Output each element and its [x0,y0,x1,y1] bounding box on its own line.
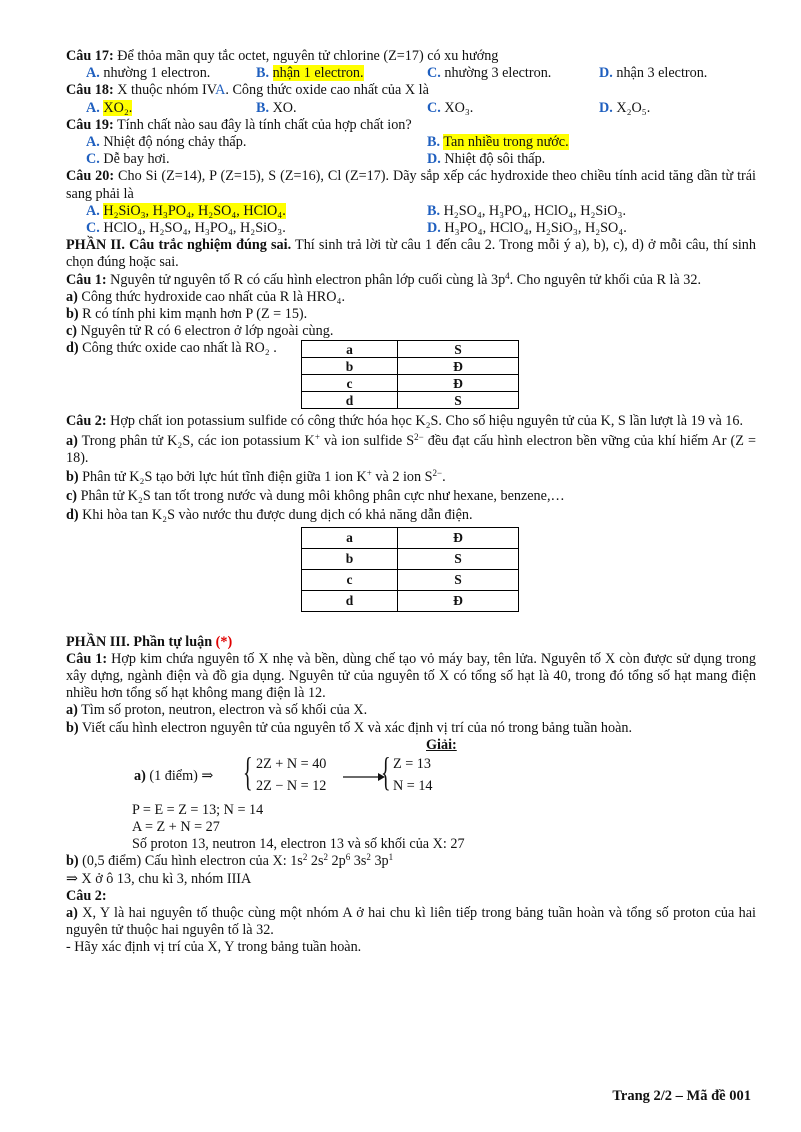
superscript: 2 [323,852,328,863]
statement-text: Công thức oxide cao nhất là RO₂ . [78,340,277,357]
option-key: A. [86,99,100,116]
option-text-highlighted: nhận 1 electron. [272,65,364,82]
table-row [302,341,519,358]
question-20 [66,168,756,202]
option-text: Nhiệt độ sôi thấp. [440,151,546,168]
statement-key: a) [66,432,78,449]
table-cell: Đ [397,358,518,375]
config-part: 2p [331,853,346,870]
part2-heading [66,237,756,271]
equation-result: Z = 13 [393,755,431,772]
option-text: Dễ bay hơi. [99,151,170,168]
question-text: Để thỏa mãn quy tắc octet, nguyên tử chlorine (Z=17) có xu hướng [113,48,499,64]
solution-line: Số proton 13, neutron 14, electron 13 và số khối của X: 27 [132,836,465,853]
superscript: + [366,467,372,478]
statement-text: Phân tử K₂S tan tốt trong nước và dung môi không phân cực như hexane, benzene,… [77,488,565,505]
statement-key: b) [66,305,79,322]
part3-question-1 [66,651,756,703]
statement-text: Phân tử K₂S tạo bởi lực hút tĩnh điện giữa 1 ion K [78,468,367,485]
statement-key: c) [66,323,78,340]
question-text: Nguyên tử nguyên tố R có cấu hình electron phân lớp cuối cùng là 3p [106,271,506,288]
statement-b [66,469,756,486]
solution-title: Giải: [426,736,457,753]
task-key: b) [66,853,79,870]
table-cell: b [302,358,398,375]
option-text: nhường 3 electron. [440,65,552,82]
task-key: a) [66,702,78,719]
statement-text: R có tính phi kim mạnh hơn P (Z = 15). [78,305,308,322]
config-part: 2s [310,853,324,870]
question-text: . Công thức oxide cao nhất của X là [225,82,429,99]
statement-key: d) [66,507,79,524]
arrow-icon [343,772,385,782]
table-row [302,375,519,392]
table-cell: c [302,569,398,590]
page-content [66,48,756,957]
option-text: Nhiệt độ nóng chảy thấp. [99,133,247,150]
section-title: PHẦN III. Phần tự luận [66,633,216,650]
option-text-highlighted: XO₂. [103,99,133,116]
question-label: Câu 18: [66,82,114,99]
table-row [302,392,519,409]
statement-text: Khi hòa tan K₂S vào nước thu được dung dịch có khả năng dẫn điện. [78,507,473,524]
table-cell: S [397,569,518,590]
superscript: 2− [414,431,424,442]
part3-question-2 [66,905,756,939]
statement-c [66,488,756,505]
section-instructions: Thí sinh trả lời từ câu 1 đến câu 2. Trong mỗi ý a), b), c), d) ở mỗi câu, thí sinh chọn đúng hoặc sai. [66,237,756,271]
options-row [66,134,756,151]
option-text: X₂O₅. [612,99,651,116]
solution-line: ⇒ X ở ô 13, chu kì 3, nhóm IIIA [66,870,252,887]
superscript: 2− [432,467,443,478]
option-key: C. [427,99,441,116]
statement-text: Nguyên tử R có 6 electron ở lớp ngoài cùng. [77,323,334,340]
task-text: Tìm số proton, neutron, electron và số khối của X. [77,702,368,719]
option-text: nhường 1 electron. [99,65,211,82]
task-key: a) [134,767,146,784]
table-cell: S [397,341,518,358]
table-cell: c [302,375,398,392]
table-row [302,527,519,548]
table-row [302,358,519,375]
equation: 2Z − N = 12 [256,777,327,794]
statement-key: c) [66,488,78,505]
option-key: C. [427,65,441,82]
question-text: X thuộc nhóm IV [113,82,216,99]
part2-question-1 [66,272,756,289]
superscript: 2 [302,852,308,863]
option-text: H₂SO₄, H₃PO₄, HClO₄, H₂SiO₃. [440,202,626,219]
table-cell: Đ [397,590,518,611]
table-row [302,569,519,590]
option-key: D. [427,151,441,168]
task-text: X, Y là hai nguyên tố thuộc cùng một nhóm A ở hai chu kì liên tiếp trong bảng tuần hoàn và tổng số proton của hai nguyên tử thuộc hai nguyên tố là 32. [66,905,756,939]
config-part: 3p [374,853,389,870]
question-19 [66,117,756,134]
answer-table-q1 [301,340,519,409]
question-label: Câu 1: [66,650,108,667]
superscript: + [314,431,320,442]
solution-text: (0,5 điểm) Cấu hình electron của X: 1s [78,853,303,870]
option-text-highlighted: H₂SiO₃, H₃PO₄, H₂SO₄, HClO₄. [103,202,286,219]
options-row [66,203,756,220]
option-key: C. [86,219,100,236]
question-text: . Cho nguyên tử khối của R là 32. [509,271,701,288]
superscript: 6 [345,852,351,863]
statement-key: a) [66,288,78,305]
question-17 [66,48,756,65]
question-text: Hợp kim chứa nguyên tố X nhẹ và bền, dùng chế tạo vỏ máy bay, tên lửa. Nguyên tố X còn được sử dụng trong xây dựng, ngành điện và đồ gia dụng. Nguyên tử của nguyên tố X có tổng số hạt là 40, trong đó tổng số hạt mang điện nhiều hơn tổng số hạt không mang điện là 12. [66,650,756,702]
option-key: D. [599,99,613,116]
options-row [66,65,756,82]
statement-key: b) [66,468,79,485]
question-text-group: A [215,82,226,99]
question-label: Câu 1: [66,271,107,288]
statement-text: và ion sulfide S [319,432,415,449]
statement-c [66,323,756,340]
table-cell: S [397,392,518,409]
equation-system [66,748,756,802]
question-label: Câu 17: [66,48,114,64]
option-key: B. [427,133,441,150]
question-18 [66,82,756,99]
option-text: H₃PO₄, HClO₄, H₂SiO₃, H₂SO₄. [440,219,627,236]
option-text: XO₃. [440,99,474,116]
superscript: 2 [366,852,371,863]
star-mark: (*) [215,633,233,650]
option-key: A. [86,133,100,150]
table-cell: a [302,527,398,548]
option-text: HClO₄, H₂SO₄, H₃PO₄, H₂SiO₃. [99,219,286,236]
statement-a [66,433,756,467]
task-text: - Hãy xác định vị trí của X, Y trong bảng tuần hoàn. [66,939,362,956]
option-text: XO. [269,99,297,116]
table-cell: Đ [397,527,518,548]
table-cell: b [302,548,398,569]
solution-text: (1 điểm) ⇒ [149,767,214,784]
page-footer: Trang 2/2 – Mã đề 001 [612,1088,751,1104]
solution-a [134,768,213,785]
question-label: Câu 19: [66,116,114,133]
config-part: 3s [353,853,367,870]
table-cell: d [302,392,398,409]
task-key: b) [66,719,79,736]
statement-d [66,507,756,524]
statement-key: d) [66,340,79,357]
equation-result: N = 14 [393,777,433,794]
question-label: Câu 2: [66,413,107,430]
solution-b [66,853,756,870]
statement-a [66,289,756,306]
option-key: B. [427,202,441,219]
left-brace: { [243,748,253,794]
left-brace: { [381,748,391,794]
task-key: a) [66,905,78,922]
option-key: C. [86,151,100,168]
options-row [66,220,756,237]
solution-line: P = E = Z = 13; N = 14 [132,801,264,818]
task-a [66,702,756,719]
table-cell: Đ [397,375,518,392]
option-key: A. [86,202,100,219]
table-cell: S [397,548,518,569]
section-title: PHẦN II. Câu trắc nghiệm đúng sai. [66,237,292,254]
part2-question-2 [66,413,756,430]
solution-line: A = Z + N = 27 [132,819,220,835]
task-text: Viết cấu hình electron nguyên tử của nguyên tố X và xác định vị trí của nó trong bảng tuần hoàn. [78,719,633,736]
superscript: 1 [388,852,394,863]
option-text-highlighted: Tan nhiều trong nước. [443,133,569,150]
part3-heading [66,634,756,651]
task-b [66,720,756,737]
option-key: A. [86,65,100,82]
option-key: B. [256,65,270,82]
statement-text: Công thức hydroxide cao nhất của R là HRO₄. [77,288,345,305]
options-row [66,100,756,117]
table-cell: d [302,590,398,611]
answer-table-q2 [301,527,519,612]
statement-b [66,306,756,323]
statement-text: và 2 ion S [371,468,433,485]
question-label: Câu 2: [66,887,107,904]
table-cell: a [302,341,398,358]
question-text: Cho Si (Z=14), P (Z=15), S (Z=16), Cl (Z=17). Dãy sắp xếp các hydroxide theo chiều tính acid tăng dần từ trái sang phải là [66,168,756,202]
superscript: 4 [505,270,510,281]
option-text: nhận 3 electron. [612,65,708,82]
statement-text: . [442,468,446,485]
statement-text: đều đạt cấu hình electron bền vững của khí hiếm Ar (Z = 18). [66,432,757,466]
equation: 2Z + N = 40 [256,755,327,772]
table-row [302,590,519,611]
question-label: Câu 20: [66,168,115,185]
option-key: D. [427,219,441,236]
option-key: D. [599,65,613,82]
question-text: Hợp chất ion potassium sulfide có công thức hóa học K₂S. Cho số hiệu nguyên tử của K, S lần lượt là 19 và 16. [106,413,744,430]
options-row [66,151,756,168]
option-key: B. [256,99,270,116]
question-text: Tính chất nào sau đây là tính chất của hợp chất ion? [113,116,412,133]
table-row [302,548,519,569]
statement-text: Trong phân tử K₂S, các ion potassium K [77,432,315,449]
